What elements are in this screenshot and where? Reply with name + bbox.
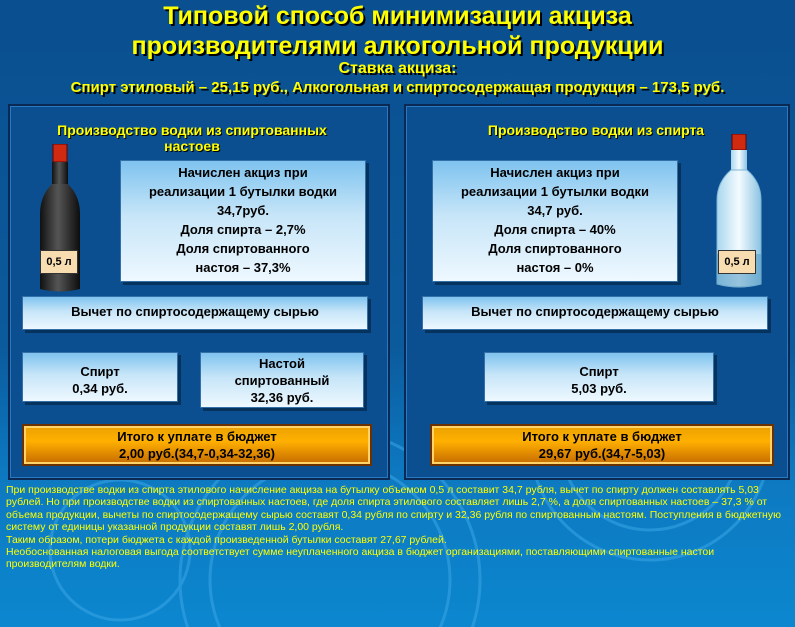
right-total-label: Итого к уплате в бюджет — [522, 429, 682, 444]
footnote-paragraph-2: Таким образом, потери бюджета с каждой произведенной бутылки составят 27,67 рублей. — [6, 533, 447, 546]
left-panel-title-line-2: настоев — [164, 138, 220, 154]
title-line-1: Типовой способ минимизации акциза — [163, 2, 632, 30]
right-spirit-value: 5,03 руб. — [571, 381, 627, 396]
left-spirit-box — [22, 352, 178, 402]
left-info-line-4: Доля спирта – 2,7% — [180, 222, 306, 237]
left-total-label: Итого к уплате в бюджет — [117, 429, 277, 444]
left-info-line-1: Начислен акциз при — [178, 165, 308, 180]
subtitle: Ставка акциза: — [338, 60, 457, 77]
title-line-2: производителями алкогольной продукции — [131, 32, 664, 60]
right-info-line-6: настоя – 0% — [516, 260, 594, 275]
left-total-box — [22, 424, 372, 466]
right-info-line-1: Начислен акциз при — [490, 165, 620, 180]
left-infusion-value: 32,36 руб. — [250, 390, 314, 405]
rates-line: Спирт этиловый – 25,15 руб., Алкогольная и спиртосодержащая продукция – 173,5 руб. — [70, 79, 725, 96]
right-panel — [404, 104, 790, 480]
right-spirit-box — [484, 352, 714, 402]
right-info-line-2: реализации 1 бутылки водки — [460, 184, 650, 199]
left-info-line-5: Доля спиртованного — [176, 241, 310, 256]
left-excise-info-box — [120, 160, 366, 282]
right-bottle-volume-label: 0,5 л — [718, 250, 756, 274]
right-total-value: 29,67 руб.(34,7-5,03) — [538, 446, 666, 461]
left-bottle-volume-label: 0,5 л — [40, 250, 78, 274]
left-infusion-label-2: спиртованный — [234, 373, 330, 388]
left-deduction-box: Вычет по спиртосодержащему сырью — [22, 296, 368, 330]
left-panel — [8, 104, 390, 480]
left-info-line-3: 34,7руб. — [217, 203, 269, 218]
right-info-line-3: 34,7 руб. — [527, 203, 583, 218]
right-spirit-label: Спирт — [579, 364, 619, 379]
left-info-line-6: настоя – 37,3% — [195, 260, 291, 275]
left-info-line-2: реализации 1 бутылки водки — [148, 184, 338, 199]
footnote — [6, 484, 788, 571]
left-infusion-label-1: Настой — [259, 356, 305, 371]
right-info-line-4: Доля спирта – 40% — [494, 222, 616, 237]
footnote-paragraph-3: Необоснованная налоговая выгода соответствует сумме неуплаченного акциза в бюджет организациями, поставляющими спиртованные настои производителям водки. — [6, 546, 715, 571]
left-panel-title-line-1: Производство водки из спиртованных — [57, 122, 327, 138]
right-info-line-5: Доля спиртованного — [488, 241, 622, 256]
right-excise-info-box — [432, 160, 678, 282]
right-deduction-box: Вычет по спиртосодержащему сырью — [422, 296, 768, 330]
footnote-paragraph-1: При производстве водки из спирта этилового начисление акциза на бутылку объемом 0,5 л составит 34,7 рубля, вычет по спирту должен составлять 5,03 рублей. Но при производстве водки из спиртованных настоев, где доля спирта этилового составляет лишь 2,7 %, а доля спиртованных настоев – 37,3 % от объема продукции, вычеты по спиртосодержащему сырью составят 0,34 рубля по спирту и 32,36 рубля по спиртованным настоям. Поступления в бюджетную систему от единицы указанной продукции составят лишь 2,00 рубля. — [6, 484, 781, 534]
right-total-box — [430, 424, 774, 466]
left-infusion-box — [200, 352, 364, 408]
left-spirit-label: Спирт — [80, 364, 120, 379]
left-total-value: 2,00 руб.(34,7-0,34-32,36) — [118, 446, 275, 461]
left-spirit-value: 0,34 руб. — [72, 381, 128, 396]
right-panel-title: Производство водки из спирта — [487, 122, 705, 138]
